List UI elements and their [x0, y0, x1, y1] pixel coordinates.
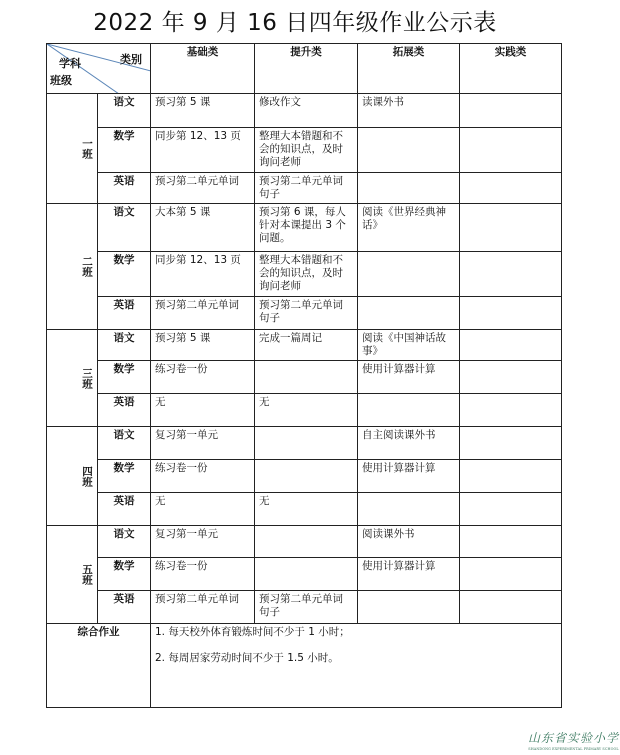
homework-cell-basic: 预习第二单元单词	[151, 173, 255, 204]
homework-cell-extend: 使用计算器计算	[358, 460, 460, 493]
homework-cell-basic: 练习卷一份	[151, 558, 255, 591]
homework-cell-practice	[460, 297, 562, 330]
homework-cell-basic: 无	[151, 493, 255, 526]
general-homework-row	[47, 624, 562, 708]
homework-cell-improve: 修改作文	[255, 94, 358, 128]
column-header-practice: 实践类	[460, 44, 562, 94]
table-row	[47, 252, 562, 297]
homework-cell-practice	[460, 558, 562, 591]
homework-cell-extend	[358, 173, 460, 204]
table-row	[47, 297, 562, 330]
homework-cell-improve: 预习第 6 课，每人针对本课提出 3 个问题。	[255, 204, 358, 252]
column-header-extend: 拓展类	[358, 44, 460, 94]
homework-cell-practice	[460, 591, 562, 624]
general-homework-label: 综合作业	[47, 624, 151, 708]
page-title: 2022 年 9 月 16 日四年级作业公示表	[93, 10, 497, 36]
table-row	[47, 361, 562, 394]
homework-cell-improve	[255, 460, 358, 493]
homework-cell-basic: 大本第 5 课	[151, 204, 255, 252]
subject-cell: 英语	[98, 493, 151, 526]
homework-cell-improve	[255, 427, 358, 460]
corner-header	[47, 44, 151, 94]
homework-cell-extend: 阅读《世界经典神话》	[358, 204, 460, 252]
general-homework-item: 1. 每天校外体育锻炼时间不少于 1 小时；	[155, 626, 350, 638]
homework-cell-improve: 整理大本错题和不会的知识点，及时询问老师	[255, 128, 358, 173]
homework-cell-extend: 使用计算器计算	[358, 558, 460, 591]
homework-cell-extend: 使用计算器计算	[358, 361, 460, 394]
homework-cell-improve: 整理大本错题和不会的知识点，及时询问老师	[255, 252, 358, 297]
homework-cell-extend	[358, 394, 460, 427]
homework-cell-basic: 预习第 5 课	[151, 330, 255, 361]
homework-cell-basic: 练习卷一份	[151, 460, 255, 493]
homework-cell-improve: 无	[255, 394, 358, 427]
school-logo-english: SHANDONG EXPERIMENTAL PRIMARY SCHOOL	[528, 747, 619, 751]
table-row	[47, 128, 562, 173]
homework-cell-practice	[460, 427, 562, 460]
homework-cell-improve	[255, 361, 358, 394]
homework-cell-extend: 阅读《中国神话故事》	[358, 330, 460, 361]
homework-cell-improve	[255, 558, 358, 591]
subject-cell: 英语	[98, 297, 151, 330]
table-row	[47, 394, 562, 427]
table-row	[47, 330, 562, 361]
table-row	[47, 204, 562, 252]
homework-cell-improve: 预习第二单元单词句子	[255, 173, 358, 204]
subject-cell: 英语	[98, 173, 151, 204]
table-row	[47, 427, 562, 460]
homework-cell-practice	[460, 173, 562, 204]
subject-cell: 数学	[98, 558, 151, 591]
homework-cell-extend: 阅读课外书	[358, 526, 460, 558]
subject-cell: 语文	[98, 204, 151, 252]
corner-category-label: 类别	[120, 53, 142, 66]
table-row	[47, 526, 562, 558]
homework-cell-extend	[358, 128, 460, 173]
homework-cell-extend: 自主阅读课外书	[358, 427, 460, 460]
table-row	[47, 591, 562, 624]
homework-cell-basic: 预习第二单元单词	[151, 591, 255, 624]
homework-cell-practice	[460, 394, 562, 427]
corner-class-label: 班级	[50, 74, 72, 87]
table-row	[47, 173, 562, 204]
homework-cell-practice	[460, 460, 562, 493]
table-row	[47, 493, 562, 526]
homework-cell-practice	[460, 493, 562, 526]
homework-cell-improve: 预习第二单元单词句子	[255, 591, 358, 624]
subject-cell: 英语	[98, 591, 151, 624]
subject-cell: 数学	[98, 128, 151, 173]
homework-cell-practice	[460, 361, 562, 394]
homework-table	[46, 43, 562, 708]
homework-cell-basic: 无	[151, 394, 255, 427]
class-name-cell: 五班	[47, 526, 98, 624]
general-homework-item: 2. 每周居家劳动时间不少于 1.5 小时。	[155, 652, 339, 664]
homework-cell-improve: 完成一篇周记	[255, 330, 358, 361]
homework-cell-extend	[358, 493, 460, 526]
subject-cell: 数学	[98, 361, 151, 394]
homework-cell-basic: 同步第 12、13 页	[151, 252, 255, 297]
table-row	[47, 460, 562, 493]
homework-cell-basic: 复习第一单元	[151, 427, 255, 460]
class-name-cell: 四班	[47, 427, 98, 526]
homework-cell-practice	[460, 526, 562, 558]
subject-cell: 语文	[98, 526, 151, 558]
homework-cell-practice	[460, 330, 562, 361]
homework-cell-basic: 同步第 12、13 页	[151, 128, 255, 173]
subject-cell: 英语	[98, 394, 151, 427]
homework-cell-extend	[358, 591, 460, 624]
column-header-basic: 基础类	[151, 44, 255, 94]
homework-cell-practice	[460, 204, 562, 252]
class-name-cell: 三班	[47, 330, 98, 427]
header-row	[47, 44, 562, 94]
homework-cell-basic: 预习第 5 课	[151, 94, 255, 128]
subject-cell: 数学	[98, 252, 151, 297]
homework-cell-extend: 读课外书	[358, 94, 460, 128]
homework-cell-basic: 练习卷一份	[151, 361, 255, 394]
homework-cell-extend	[358, 252, 460, 297]
homework-cell-practice	[460, 128, 562, 173]
homework-cell-improve	[255, 526, 358, 558]
table-row	[47, 558, 562, 591]
homework-cell-extend	[358, 297, 460, 330]
homework-cell-practice	[460, 252, 562, 297]
corner-subject-label: 学科	[59, 57, 81, 70]
school-logo-name: 山东省实验小学	[528, 731, 620, 745]
homework-cell-improve: 预习第二单元单词句子	[255, 297, 358, 330]
class-name-cell: 二班	[47, 204, 98, 330]
homework-cell-basic: 预习第二单元单词	[151, 297, 255, 330]
general-homework-content	[151, 624, 562, 708]
column-header-improve: 提升类	[255, 44, 358, 94]
school-logo	[528, 729, 619, 751]
homework-cell-practice	[460, 94, 562, 128]
subject-cell: 语文	[98, 427, 151, 460]
homework-cell-basic: 复习第一单元	[151, 526, 255, 558]
subject-cell: 语文	[98, 94, 151, 128]
table-row	[47, 94, 562, 128]
class-name-cell: 一班	[47, 94, 98, 204]
homework-cell-improve: 无	[255, 493, 358, 526]
subject-cell: 数学	[98, 460, 151, 493]
subject-cell: 语文	[98, 330, 151, 361]
